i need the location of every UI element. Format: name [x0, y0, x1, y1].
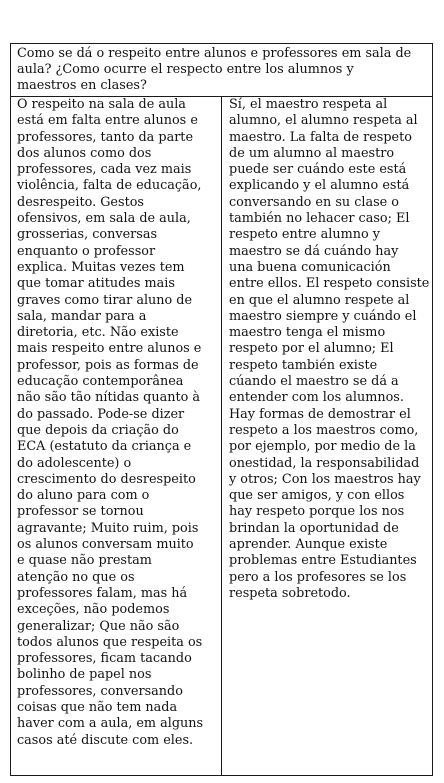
portuguese-answer-line: ECA (estatuto da criança e — [17, 439, 192, 455]
portuguese-answer-line: enquanto o professor — [17, 243, 156, 259]
document-table — [10, 43, 433, 776]
spanish-answer-line: Hay formas de demostrar el — [229, 406, 411, 422]
portuguese-answer-line: casos até discute com eles. — [17, 732, 194, 748]
spanish-answer-line: respeto por el alumno; El — [229, 341, 394, 357]
spanish-answer-line: problemas entre Estudiantes — [229, 553, 417, 569]
question-text-line: aula? ¿Como ocurre el respecto entre los alumnos y — [17, 62, 354, 77]
portuguese-answer-line: sala, mandar para a — [17, 308, 147, 324]
portuguese-answer-line: os alunos conversam muito — [17, 537, 194, 553]
portuguese-answer-line: não são tão nítidas quanto à — [17, 390, 201, 406]
portuguese-answer-line: professor, pois as formas de — [17, 357, 199, 373]
portuguese-answer-line: professores, ficam tacando — [17, 651, 192, 667]
portuguese-answer-line: educação contemporânea — [17, 374, 184, 390]
question-header-cell — [11, 44, 432, 97]
spanish-answer-line: por ejemplo, por medio de la — [229, 439, 416, 455]
spanish-answer-line: entender com los alumnos. — [229, 390, 404, 406]
portuguese-answer-line: professor se tornou — [17, 504, 144, 520]
spanish-answer-line: de um alumno al maestro — [229, 145, 395, 161]
spanish-answer-line: explicando y el alumno está — [229, 178, 410, 194]
spanish-answer-line: brindan la oportunidad de — [229, 520, 399, 536]
question-text-line: Como se dá o respeito entre alunos e professores em sala de — [17, 46, 412, 61]
spanish-answer-line: respeto a los maestros como, — [229, 422, 419, 438]
spanish-answer-line: onestidad, la responsabilidad — [229, 455, 420, 471]
portuguese-answer-cell — [11, 97, 222, 775]
portuguese-answer-line: ofensivos, em sala de aula, — [17, 211, 191, 227]
portuguese-answer-line: desrespeito. Gestos — [17, 194, 144, 210]
portuguese-answer-line: agravante; Muito ruim, pois — [17, 520, 199, 536]
spanish-answer-line: respeto también existe — [229, 357, 378, 373]
portuguese-answer-line: coisas que não tem nada — [17, 699, 178, 715]
portuguese-answer-line: explica. Muitas vezes tem — [17, 259, 185, 275]
portuguese-answer-line: do passado. Pode-se dizer — [17, 406, 185, 422]
spanish-answer-line: maestro siempre y cuándo el — [229, 308, 417, 324]
portuguese-answer-line: professores, conversando — [17, 683, 183, 699]
portuguese-answer-line: exceções, não podemos — [17, 602, 170, 618]
portuguese-answer-line: bolinho de papel nos — [17, 667, 152, 683]
spanish-answer-line: aprender. Aunque existe — [229, 537, 388, 553]
spanish-answer-line: entre ellos. El respeto consiste — [229, 276, 430, 292]
portuguese-answer-line: que depois da criação do — [17, 422, 179, 438]
portuguese-answer-line: que tomar atitudes mais — [17, 276, 175, 292]
portuguese-answer-line: violência, falta de educação, — [17, 178, 202, 194]
spanish-answer-line: pero a los profesores se los — [229, 569, 407, 585]
spanish-answer-line: maestro tenga el mismo — [229, 325, 386, 341]
spanish-answer-line: respeto entre alumno y — [229, 227, 380, 243]
spanish-answer-line: conversando en su clase o — [229, 194, 399, 210]
spanish-answer-line: puede ser cuándo este está — [229, 162, 407, 178]
spanish-answer-cell — [222, 97, 432, 775]
portuguese-answer-line: O respeito na sala de aula — [17, 97, 186, 112]
spanish-answer-line: alumno, el alumno respeta al — [229, 113, 418, 129]
spanish-answer-line: cúando el maestro se dá a — [229, 374, 399, 390]
portuguese-answer-line: haver com a aula, em alguns — [17, 716, 204, 732]
spanish-answer-line: en que el alumno respete al — [229, 292, 410, 308]
portuguese-answer-line: professores falam, mas há — [17, 585, 188, 601]
spanish-answer-line: Sí, el maestro respeta al — [229, 97, 388, 112]
portuguese-answer-line: professores, tanto da parte — [17, 129, 194, 145]
portuguese-answer-line: dos alunos como dos — [17, 145, 152, 161]
portuguese-answer-line: está em falta entre alunos e — [17, 113, 198, 129]
spanish-answer-line: que ser amigos, y con ellos — [229, 488, 405, 504]
portuguese-answer-line: professores, cada vez mais — [17, 162, 192, 178]
portuguese-answer-line: crescimento do desrespeito — [17, 471, 196, 487]
spanish-answer-line: maestro. La falta de respeto — [229, 129, 412, 145]
portuguese-answer-line: grosserias, conversas — [17, 227, 158, 243]
spanish-answer-line: hay respeto porque los nos — [229, 504, 405, 520]
question-text-line: maestros en clases? — [17, 78, 147, 93]
spanish-answer-line: una buena comunicación — [229, 259, 391, 275]
spanish-answer-line: y otros; Con los maestros hay — [229, 471, 421, 487]
portuguese-answer-line: todos alunos que respeita os — [17, 634, 203, 650]
portuguese-answer-line: generalizar; Que não são — [17, 618, 180, 634]
portuguese-answer-line: do aluno para com o — [17, 488, 150, 504]
portuguese-answer-line: diretoria, etc. Não existe — [17, 325, 179, 341]
portuguese-answer-line: graves como tirar aluno de — [17, 292, 193, 308]
spanish-answer-line: respeta sobretodo. — [229, 585, 351, 601]
spanish-answer-line: también no lehacer caso; El — [229, 211, 410, 227]
portuguese-answer-line: e quase não prestam — [17, 553, 152, 569]
portuguese-answer-line: mais respeito entre alunos e — [17, 341, 202, 357]
portuguese-answer-line: atenção no que os — [17, 569, 135, 585]
spanish-answer-line: maestro se dá cuándo hay — [229, 243, 399, 259]
portuguese-answer-line: do adolescente) o — [17, 455, 132, 471]
